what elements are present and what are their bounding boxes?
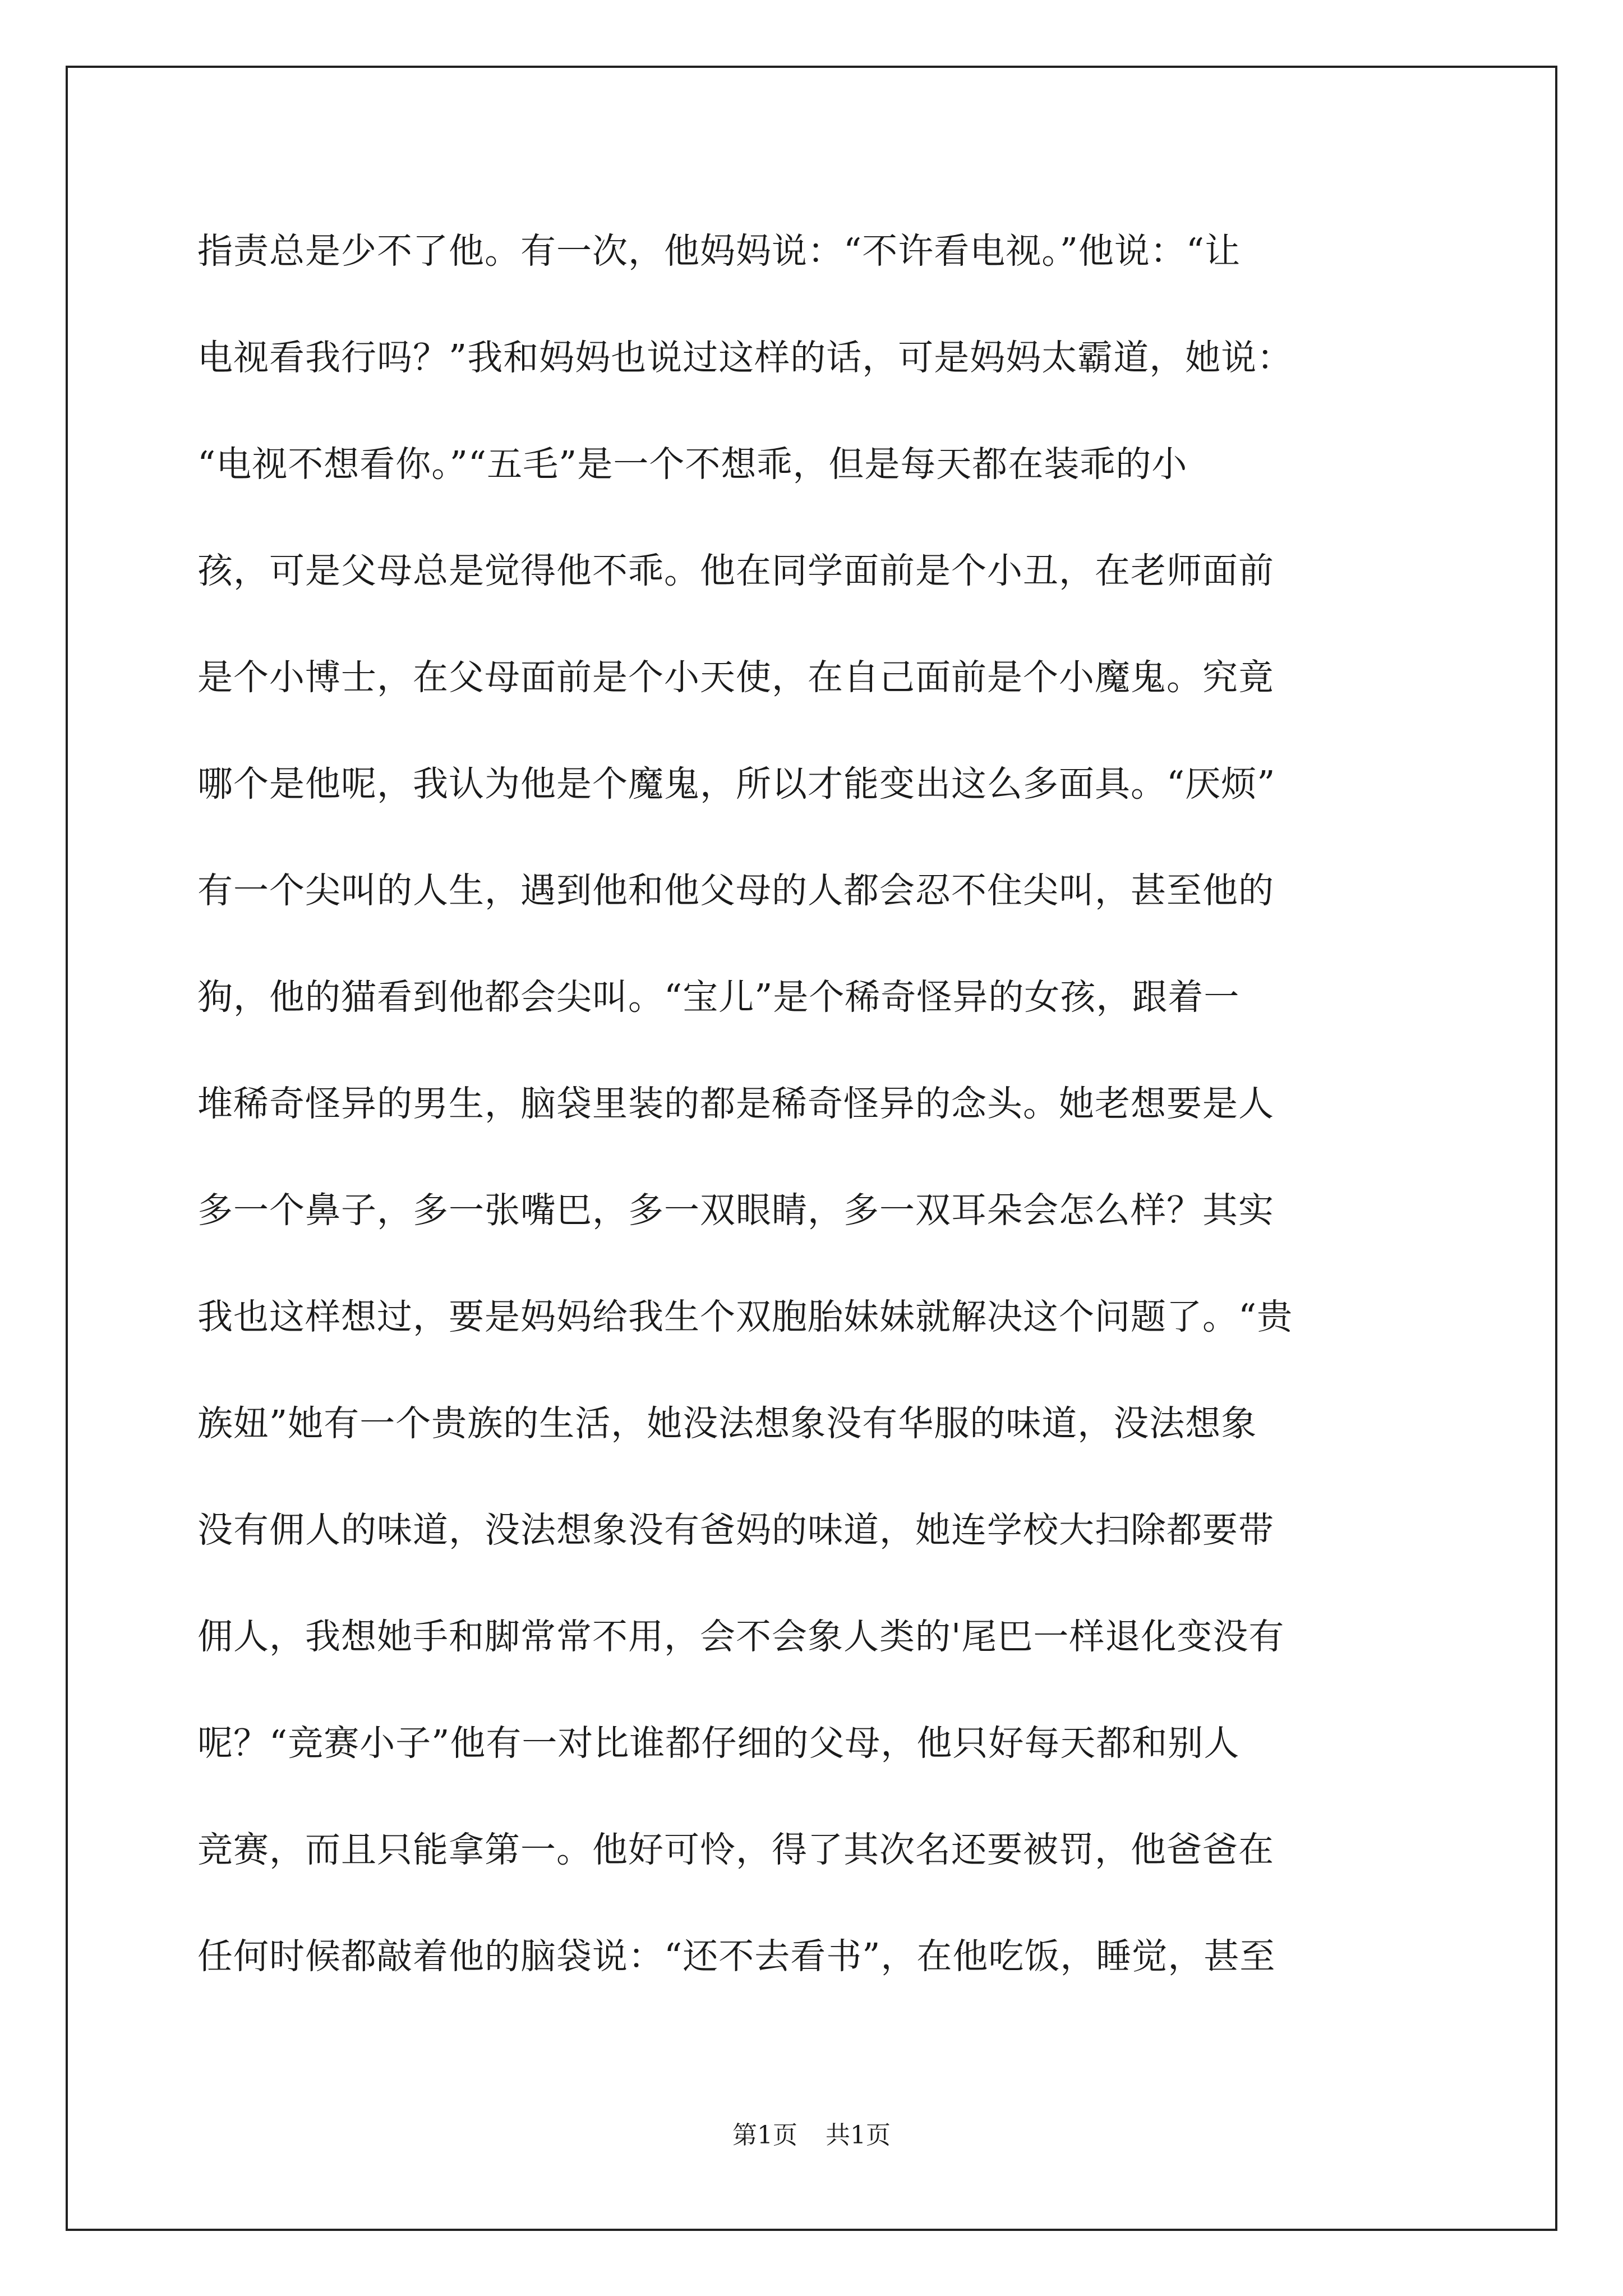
text-line: 族妞”她有一个贵族的生活，她没法想象没有华服的味道，没法想象	[197, 1403, 1257, 1444]
text-line: 狗，他的猫看到他都会尖叫。“宝儿”是个稀奇怪异的女孩，跟着一	[197, 977, 1240, 1018]
text-line: 竞赛，而且只能拿第一。他好可怜，得了其次名还要被罚，他爸爸在	[197, 1829, 1274, 1870]
text-line: 呢？“竞赛小子”他有一对比谁都仔细的父母，他只好每天都和别人	[197, 1723, 1240, 1764]
page-footer	[0, 2115, 1623, 2151]
text-line: 多一个鼻子，多一张嘴巴，多一双眼睛，多一双耳朵会怎么样？其实	[197, 1190, 1274, 1231]
text-line: 孩，可是父母总是觉得他不乖。他在同学面前是个小丑，在老师面前	[197, 550, 1274, 591]
document-body	[197, 224, 1431, 2036]
text-line: 是个小博士，在父母面前是个小天使，在自己面前是个小魔鬼。究竟	[197, 657, 1274, 698]
text-line: 堆稀奇怪异的男生，脑袋里装的都是稀奇怪异的念头。她老想要是人	[197, 1083, 1274, 1124]
text-line: “电视不想看你。”“五毛”是一个不想乖，但是每天都在装乖的小	[197, 444, 1188, 485]
text-line: 指责总是少不了他。有一次，他妈妈说：“不许看电视。”他说：“让	[197, 231, 1241, 272]
page-total: 共1页	[826, 2121, 891, 2150]
text-line: 我也这样想过，要是妈妈给我生个双胞胎妹妹就解决这个问题了。“贵	[197, 1296, 1293, 1337]
text-line: 没有佣人的味道，没法想象没有爸妈的味道，她连学校大扫除都要带	[197, 1510, 1274, 1550]
text-line: 佣人，我想她手和脚常常不用，会不会象人类的'尾巴一样退化变没有	[197, 1616, 1285, 1657]
text-line: 哪个是他呢，我认为他是个魔鬼，所以才能变出这么多面具。“厌烦”	[197, 763, 1276, 804]
text-line: 电视看我行吗？”我和妈妈也说过这样的话，可是妈妈太霸道，她说：	[197, 337, 1293, 378]
page-number: 第1页	[732, 2121, 797, 2150]
text-line: 有一个尖叫的人生，遇到他和他父母的人都会忍不住尖叫，甚至他的	[197, 870, 1274, 911]
text-line: 任何时候都敲着他的脑袋说：“还不去看书”，在他吃饭，睡觉，甚至	[197, 1936, 1276, 1977]
